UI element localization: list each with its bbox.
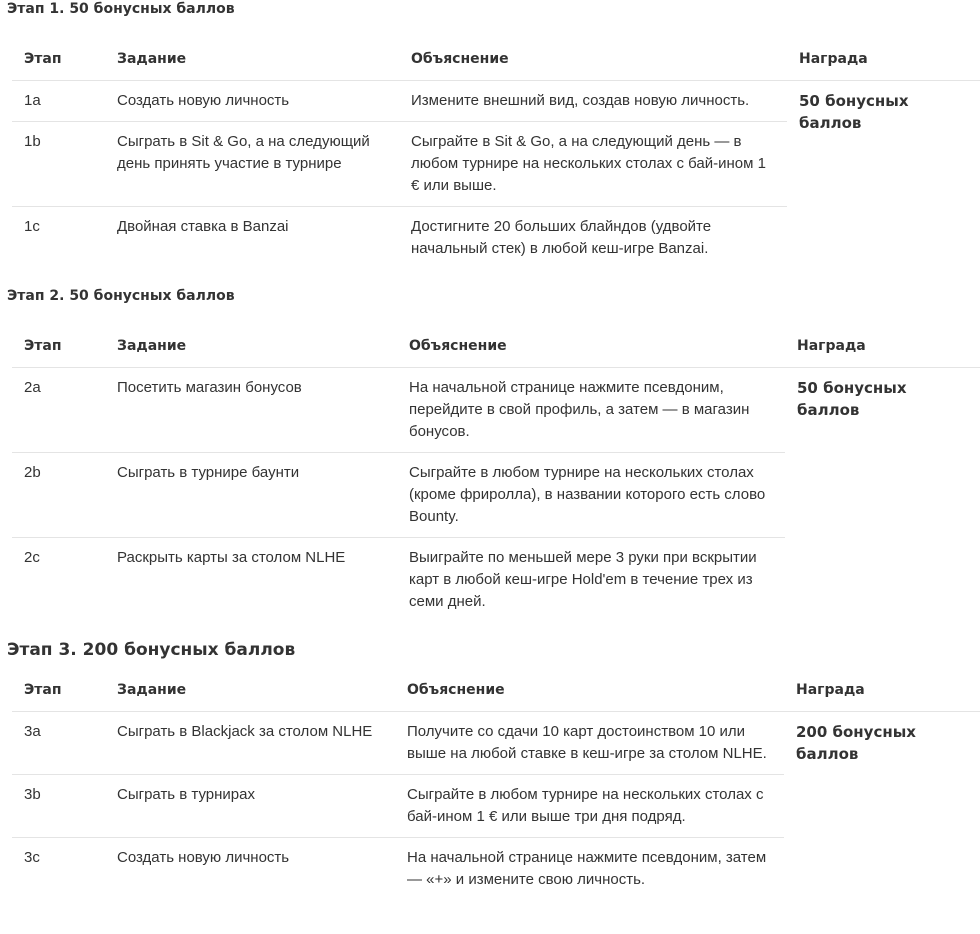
column-header-stage: Этап [12, 324, 105, 368]
task-explanation: Выиграйте по меньшей мере 3 руки при вскрытии карт в любой кеш-игре Hold'em в течение трех из семи дней. [409, 549, 757, 610]
task-id: 2b [12, 453, 105, 538]
task-explanation: На начальной странице нажмите псевдоним, затем — «+» и измените свою личность. [407, 849, 767, 888]
stage-2-table [12, 324, 980, 622]
task-explanation: Получите со сдачи 10 карт достоинством 10 или выше на любой ставке в кеш-игре за столом NLHE. [395, 712, 784, 775]
task-explanation: Сыграйте в любом турнире на нескольких столах с бай-ином 1 € или выше три дня подряд. [395, 775, 784, 838]
column-header-explanation: Объяснение [397, 324, 785, 368]
column-header-task: Задание [105, 324, 397, 368]
task-id: 2c [24, 549, 40, 566]
table-header-row [12, 324, 980, 368]
column-header-stage: Этап [12, 37, 105, 81]
task-id: 3a [12, 712, 105, 775]
task-id: 2a [12, 368, 105, 453]
stage-1-table [12, 37, 980, 269]
stage-1-title: Этап 1. 50 бонусных баллов [7, 1, 235, 17]
stage-3-table [12, 668, 980, 900]
table-row [12, 712, 980, 775]
task-explanation: Измените внешний вид, создав новую личность. [399, 81, 787, 122]
task-id: 1a [12, 81, 105, 122]
task-name: Создать новую личность [117, 849, 290, 866]
task-name: Сыграть в турнире баунти [105, 453, 397, 538]
column-header-task: Задание [105, 37, 399, 81]
task-name: Раскрыть карты за столом NLHE [117, 549, 346, 566]
task-id: 1b [12, 122, 105, 207]
task-name: Двойная ставка в Banzai [117, 218, 289, 235]
table-header-row [12, 37, 980, 81]
task-explanation: Сыграйте в любом турнире на нескольких столах (кроме фриролла), в названии которого есть слово Bounty. [397, 453, 785, 538]
column-header-task: Задание [105, 668, 395, 712]
table-row [12, 81, 980, 122]
column-header-explanation: Объяснение [395, 668, 784, 712]
task-explanation: Сыграйте в Sit & Go, а на следующий день — в любом турнире на нескольких столах с бай-ином 1 € или выше. [399, 122, 787, 207]
task-name: Посетить магазин бонусов [105, 368, 397, 453]
task-id: 3c [24, 849, 40, 866]
table-row [12, 368, 980, 453]
task-name: Сыграть в Blackjack за столом NLHE [105, 712, 395, 775]
column-header-reward: Награда [784, 668, 980, 712]
column-header-reward: Награда [787, 37, 980, 81]
stage-2-title: Этап 2. 50 бонусных баллов [7, 288, 235, 304]
column-header-stage: Этап [12, 668, 105, 712]
task-id: 1c [24, 218, 40, 235]
task-name: Создать новую личность [105, 81, 399, 122]
task-name: Сыграть в Sit & Go, а на следующий день принять участие в турнире [105, 122, 399, 207]
task-name: Сыграть в турнирах [105, 775, 395, 838]
stage-reward: 200 бонусных баллов [796, 723, 916, 763]
stage-reward: 50 бонусных баллов [797, 379, 907, 419]
task-explanation: Достигните 20 больших блайндов (удвойте начальный стек) в любой кеш-игре Banzai. [411, 218, 712, 257]
column-header-explanation: Объяснение [399, 37, 787, 81]
task-explanation: На начальной странице нажмите псевдоним, перейдите в свой профиль, а затем — в магазин бонусов. [397, 368, 785, 453]
task-id: 3b [12, 775, 105, 838]
stage-3-title: Этап 3. 200 бонусных баллов [7, 640, 296, 660]
table-header-row [12, 668, 980, 712]
column-header-reward: Награда [785, 324, 980, 368]
stage-reward: 50 бонусных баллов [799, 92, 909, 132]
